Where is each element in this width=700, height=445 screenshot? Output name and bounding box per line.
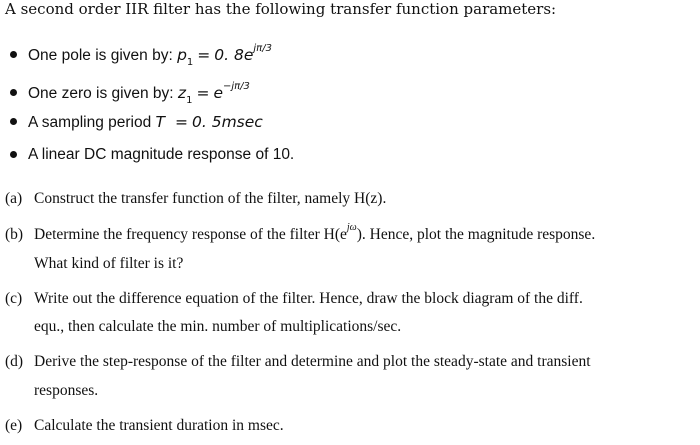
part-label: (a): [5, 190, 23, 207]
part-text: ). Hence, plot the magnitude response.: [356, 226, 596, 243]
part-text: Calculate the transient duration in msec.: [34, 417, 284, 434]
equals-sign: =: [175, 113, 188, 131]
pole-exponent: jπ/3: [253, 43, 272, 54]
part-label: (d): [5, 353, 24, 370]
bullet-dot-icon: [10, 118, 17, 125]
part-label: (b): [5, 226, 24, 243]
part-label: (c): [5, 290, 23, 307]
zero-variable: z: [177, 84, 187, 102]
part-text: Write out the difference equation of the filter. Hence, draw the block diagram of the diff.: [34, 290, 583, 307]
equals-sign: =: [196, 84, 210, 102]
pole-variable: p: [177, 46, 187, 64]
bullet-label: A sampling period: [28, 114, 156, 131]
zero-value: e: [213, 84, 223, 102]
part-a: [5, 190, 386, 208]
equals-sign: =: [197, 46, 211, 64]
bullet-dot-icon: [10, 151, 17, 158]
part-text: Determine the frequency response of the filter H(e: [34, 226, 347, 243]
bullet-label: One zero is given by:: [28, 85, 178, 102]
part-d: [5, 353, 591, 371]
pole-value: 0. 8e: [214, 46, 254, 64]
zero-subscript: 1: [186, 95, 193, 106]
part-d-continued: responses.: [34, 382, 99, 399]
bullet-label: A linear DC magnitude response of 10.: [28, 146, 295, 163]
part-c: [5, 290, 583, 308]
bullet-label: One pole is given by:: [28, 47, 178, 64]
part-text: Construct the transfer function of the filter, namely H(z).: [34, 190, 387, 207]
part-e: [5, 417, 284, 435]
part-superscript: jω: [346, 222, 357, 233]
bullet-dot-icon: [10, 89, 17, 96]
part-b-continued: What kind of filter is it?: [34, 255, 184, 272]
zero-exponent: −jπ/3: [222, 81, 250, 92]
period-variable: T: [155, 113, 165, 131]
part-c-continued: equ., then calculate the min. number of multiplications/sec.: [34, 318, 402, 335]
pole-subscript: 1: [186, 57, 194, 68]
part-text: Derive the step-response of the filter and determine and plot the steady-state and transient: [34, 353, 591, 370]
period-value: 0. 5msec: [192, 113, 263, 131]
bullet-dot-icon: [10, 51, 17, 58]
part-label: (e): [5, 417, 23, 434]
intro-text: A second order IIR filter has the following transfer function parameters:: [5, 0, 557, 18]
part-b: [5, 222, 596, 246]
